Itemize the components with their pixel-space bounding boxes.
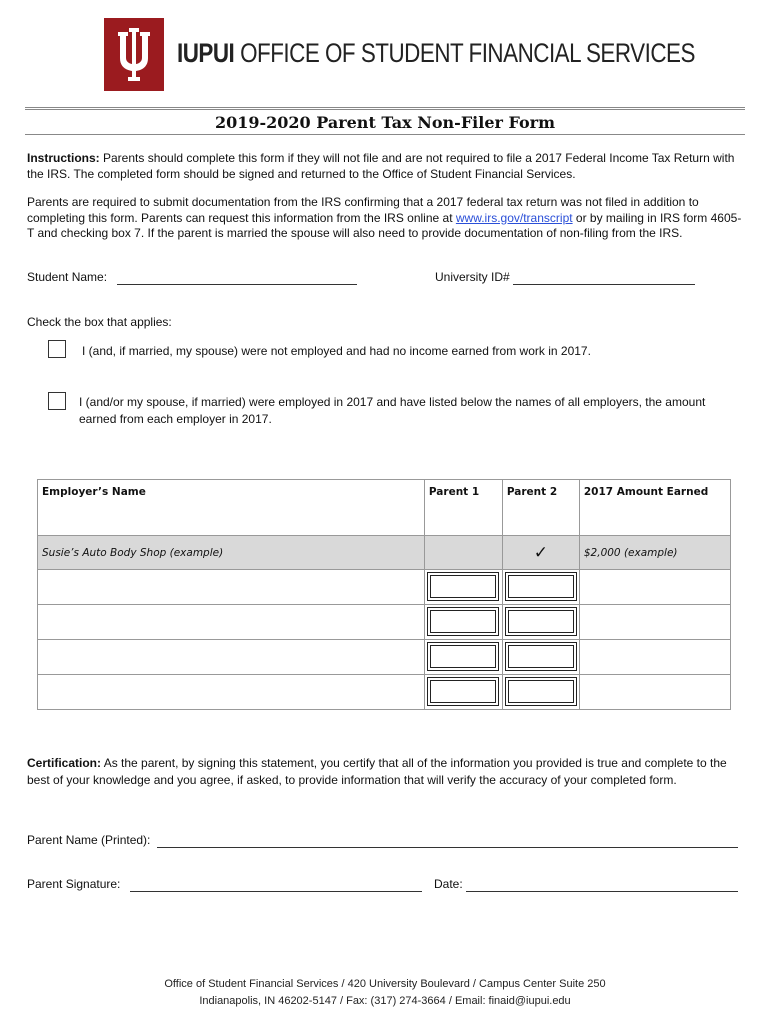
form-title: 2019-2020 Parent Tax Non-Filer Form — [214, 113, 556, 132]
title-rule-top-2 — [25, 109, 745, 110]
instructions-text: Parents should complete this form if they will not file and are not required to file a 2017 Federal Income Tax Return with the IRS. The completed form should be signed and returned to the Office of Student Financial Services. — [27, 151, 735, 181]
parent1-cell — [424, 605, 502, 640]
checkmark-icon: ✓ — [533, 542, 548, 563]
parent2-checkbox[interactable] — [505, 607, 577, 636]
option-not-employed-checkbox[interactable] — [48, 340, 66, 358]
student-name-label: Student Name: — [27, 270, 108, 284]
irs-transcript-link[interactable]: www.irs.gov/transcript — [455, 210, 573, 225]
parent1-checkbox[interactable] — [427, 572, 499, 601]
amount-cell[interactable] — [579, 605, 730, 640]
example-parent2 — [502, 536, 579, 570]
parent1-cell — [424, 675, 502, 710]
table-row — [38, 675, 731, 710]
example-parent1 — [424, 536, 502, 570]
option-employed-checkbox[interactable] — [48, 392, 66, 410]
irs-documentation-paragraph — [27, 195, 747, 242]
date-field[interactable] — [466, 877, 738, 892]
example-row — [38, 536, 731, 570]
amount-cell[interactable] — [579, 675, 730, 710]
instructions-label: Instructions: — [27, 151, 100, 165]
parent1-cell — [424, 640, 502, 675]
example-amount: $2,000 (example) — [579, 536, 730, 570]
parent2-cell — [502, 605, 579, 640]
option-employed-text: I (and/or my spouse, if married) were employed in 2017 and have listed below the names of all employers, the amount earned from each employer in 2017. — [79, 395, 706, 426]
irs-text-after: or by mailing in IRS form 4605-T and checking box 7. If the parent is married the spouse will also need to provide documentation of non-filing from the IRS. — [27, 210, 742, 240]
student-name-field[interactable] — [117, 270, 357, 285]
date-label: Date: — [434, 877, 463, 891]
certification-label: Certification: — [27, 756, 102, 770]
title-rule-top — [25, 107, 745, 108]
title-rule-bottom — [25, 134, 745, 135]
example-employer: Susie’s Auto Body Shop (example) — [38, 536, 425, 570]
footer-address: Office of Student Financial Services / 420 University Boulevard / Campus Center Suite 250 — [164, 978, 606, 990]
employer-table — [37, 479, 731, 710]
parent1-checkbox[interactable] — [427, 677, 499, 706]
amount-cell[interactable] — [579, 640, 730, 675]
parent1-checkbox[interactable] — [427, 607, 499, 636]
parent-name-label: Parent Name (Printed): — [27, 833, 151, 847]
footer-contact: Indianapolis, IN 46202-5147 / Fax: (317) 274-3664 / Email: finaid@iupui.edu — [199, 995, 571, 1007]
employer-name-cell[interactable] — [38, 570, 425, 605]
parent-signature-field[interactable] — [130, 877, 422, 892]
org-long: OFFICE OF STUDENT FINANCIAL SERVICES — [240, 38, 695, 68]
employer-name-cell[interactable] — [38, 675, 425, 710]
iu-trident-logo — [104, 18, 164, 91]
certification-paragraph — [27, 755, 747, 789]
parent2-checkbox[interactable] — [505, 642, 577, 671]
parent2-cell — [502, 570, 579, 605]
parent2-checkbox[interactable] — [505, 572, 577, 601]
parent2-checkbox[interactable] — [505, 677, 577, 706]
parent1-cell — [424, 570, 502, 605]
instructions-paragraph — [27, 151, 747, 182]
table-row — [38, 605, 731, 640]
table-row — [38, 640, 731, 675]
col-parent-2: Parent 2 — [502, 480, 579, 536]
office-brand-title — [177, 38, 695, 69]
table-header-row — [38, 480, 731, 536]
org-short: IUPUI — [177, 38, 235, 68]
parent-signature-label: Parent Signature: — [27, 877, 121, 891]
col-parent-1: Parent 1 — [424, 480, 502, 536]
certification-text: As the parent, by signing this statement, you certify that all of the information you provided is true and complete to the best of your knowledge and you agree, if asked, to provide information that will verify the accuracy of your completed form. — [27, 756, 727, 787]
irs-text-before: Parents are required to submit documentation from the IRS confirming that a 2017 federal tax return was not filed in addition to completing this form. Parents can request this information from the IRS online at — [27, 195, 699, 225]
parent2-cell — [502, 640, 579, 675]
employer-name-cell[interactable] — [38, 605, 425, 640]
check-prompt: Check the box that applies: — [27, 315, 172, 329]
university-id-label: University ID# — [435, 270, 510, 284]
parent2-cell — [502, 675, 579, 710]
university-id-field[interactable] — [513, 270, 695, 285]
col-amount-earned: 2017 Amount Earned — [579, 480, 730, 536]
option-not-employed-text: I (and, if married, my spouse) were not employed and had no income earned from work in 2017. — [82, 344, 591, 358]
amount-cell[interactable] — [579, 570, 730, 605]
table-row — [38, 570, 731, 605]
parent-name-field[interactable] — [157, 833, 738, 848]
employer-name-cell[interactable] — [38, 640, 425, 675]
parent1-checkbox[interactable] — [427, 642, 499, 671]
col-employer-name: Employer’s Name — [38, 480, 425, 536]
trident-icon — [104, 18, 164, 91]
